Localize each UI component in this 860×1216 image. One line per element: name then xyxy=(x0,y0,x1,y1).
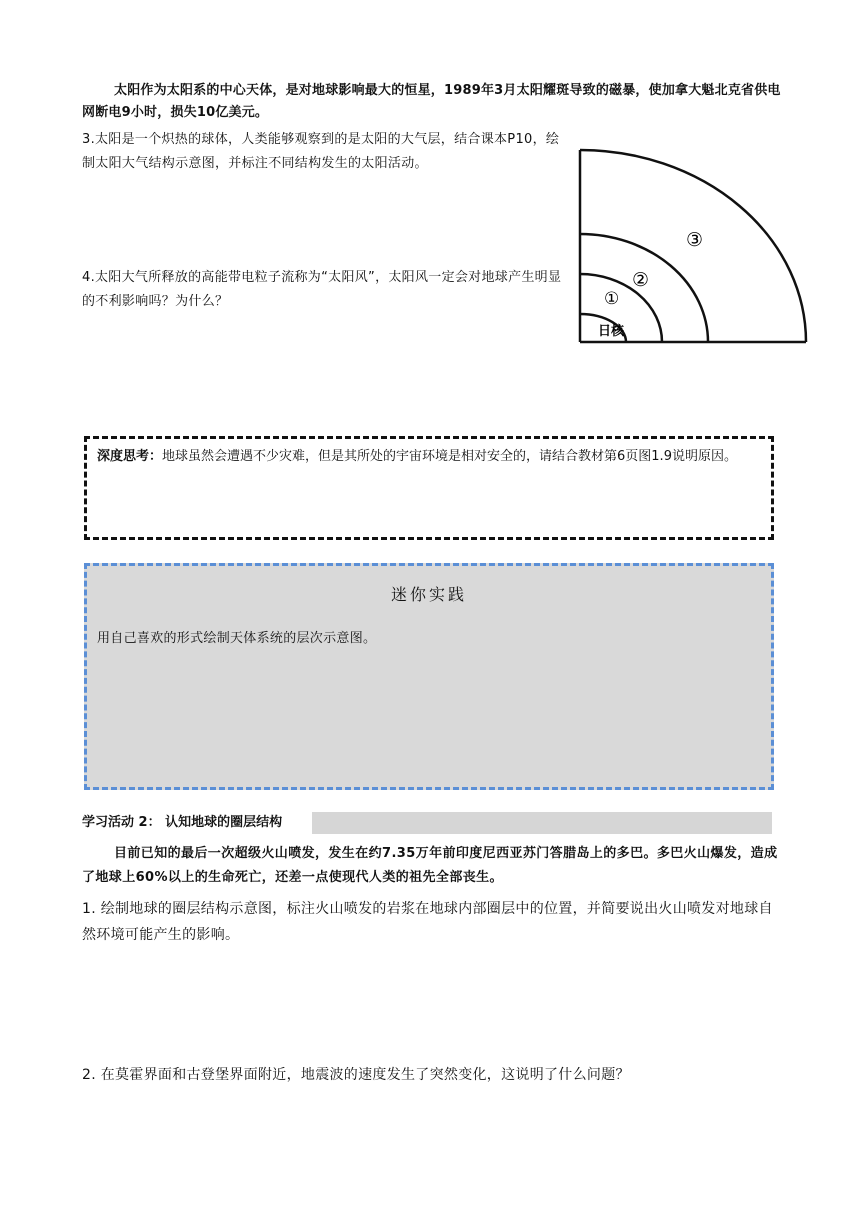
sun-structure-diagram xyxy=(574,148,808,344)
layer1-label: ① xyxy=(604,289,620,309)
mini-practice-box xyxy=(84,563,774,790)
deep-thinking-text: 地球虽然会遭遇不少灾难，但是其所处的宇宙环境是相对安全的，请结合教材第6页图1.9说明原因。 xyxy=(162,449,737,464)
layer3-label: ③ xyxy=(686,229,704,251)
deep-thinking-box xyxy=(84,436,774,540)
layer-question-1: 1. 绘制地球的圈层结构示意图，标注火山喷发的岩浆在地球内部圈层中的位置，并简要说出火山喷发对地球自然环境可能产生的影响。 xyxy=(82,901,773,943)
deep-thinking-label: 深度思考： xyxy=(97,449,163,464)
mini-practice-title: 迷你实践 xyxy=(390,585,467,604)
core-label: 日核 xyxy=(598,324,625,339)
layer-question-2: 2. 在莫霍界面和古登堡界面附近，地震波的速度发生了突然变化，这说明了什么问题？ xyxy=(82,1067,630,1083)
layer2-label: ② xyxy=(632,269,650,291)
question-3: 3.太阳是一个炽热的球体，人类能够观察到的是太阳的大气层，结合课本P10，绘制太阳大气结构示意图，并标注不同结构发生的太阳活动。 xyxy=(82,132,560,171)
question-4: 4.太阳大气所释放的高能带电粒子流称为“太阳风”，太阳风一定会对地球产生明显的不利影响吗？为什么？ xyxy=(82,270,562,309)
activity-2-heading: 学习活动 2： 认知地球的圈层结构 xyxy=(82,812,772,834)
mini-practice-text: 用自己喜欢的形式绘制天体系统的层次示意图。 xyxy=(97,631,377,646)
volcano-paragraph: 目前已知的最后一次超级火山喷发，发生在约7.35万年前印度尼西亚苏门答腊岛上的多巴。多巴火山爆发，造成了地球上60%以上的生命死亡，还差一点使现代人类的祖先全部丧生。 xyxy=(82,846,778,885)
intro-paragraph: 太阳作为太阳系的中心天体，是对地球影响最大的恒星，1989年3月太阳耀斑导致的磁暴，使加拿大魁北克省供电网断电9小时，损失10亿美元。 xyxy=(82,83,781,120)
